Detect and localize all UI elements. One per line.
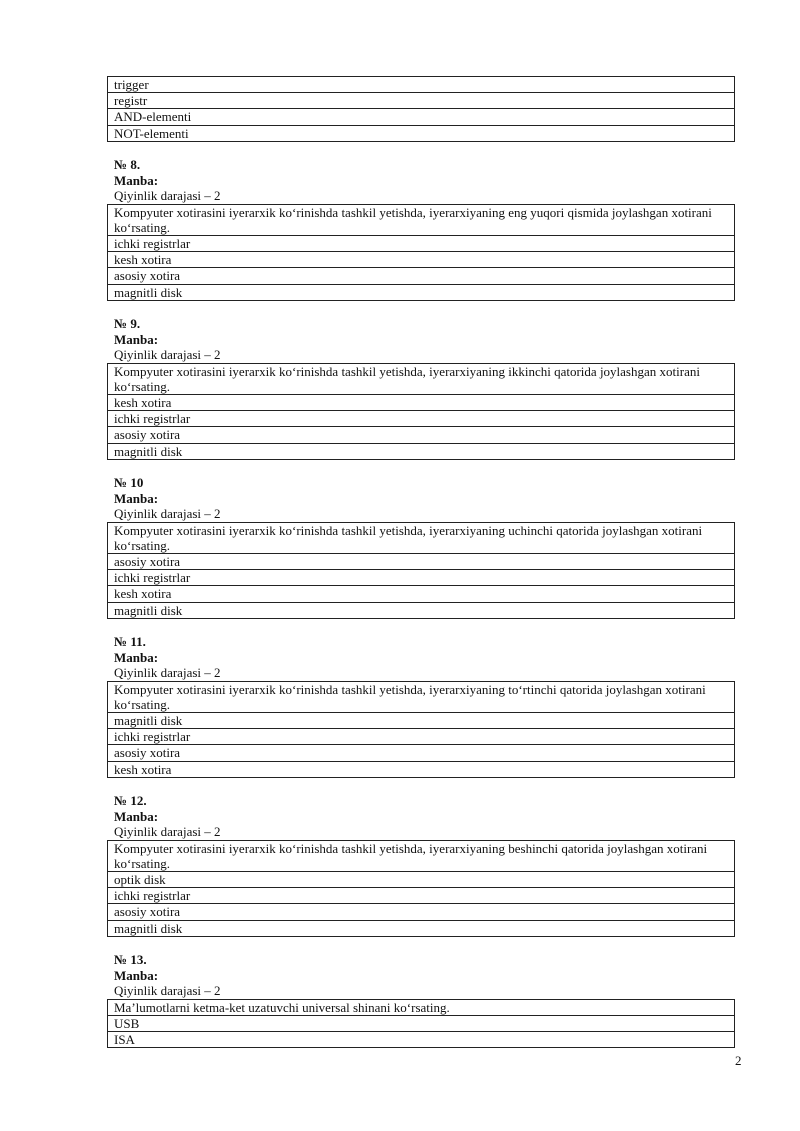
question-text: Kompyuter xotirasini iyerarxik ko‘rinishda tashkil yetishda, iyerarxiyaning ikkinchi qatorida joylashgan xotirani ko‘rsating. <box>108 363 735 394</box>
question-block-8 <box>107 157 735 301</box>
option-cell: asosiy xotira <box>108 553 735 569</box>
option-cell: magnitli disk <box>108 920 735 936</box>
option-cell: magnitli disk <box>108 602 735 618</box>
question-source: Manba: <box>114 649 159 665</box>
question-number: № 12. <box>114 793 147 808</box>
difficulty-level: Qiyinlik darajasi – 2 <box>114 824 221 839</box>
question-source: Manba: <box>114 967 159 983</box>
option-cell: ichki registrlar <box>108 888 735 904</box>
question-text: Kompyuter xotirasini iyerarxik ko‘rinishda tashkil yetishda, iyerarxiyaning beshinchi qatorida joylashgan xotirani ko‘rsating. <box>108 840 735 871</box>
option-cell: kesh xotira <box>108 586 735 602</box>
option-cell: magnitli disk <box>108 443 735 459</box>
option-cell: asosiy xotira <box>108 268 735 284</box>
option-cell: NOT-elementi <box>108 125 735 141</box>
question-text: Kompyuter xotirasini iyerarxik ko‘rinishda tashkil yetishda, iyerarxiyaning to‘rtinchi qatorida joylashgan xotirani ko‘rsating. <box>108 681 735 712</box>
question-table <box>107 363 735 460</box>
question-source: Manba: <box>114 172 159 188</box>
difficulty-level: Qiyinlik darajasi – 2 <box>114 188 221 203</box>
question-table <box>107 840 735 937</box>
question-source: Manba: <box>114 808 159 824</box>
option-cell: asosiy xotira <box>108 904 735 920</box>
option-cell: kesh xotira <box>108 761 735 777</box>
option-cell: USB <box>108 1015 735 1031</box>
option-cell: ichki registrlar <box>108 729 735 745</box>
option-cell: optik disk <box>108 871 735 887</box>
option-cell: trigger <box>108 77 735 93</box>
question-table <box>107 204 735 301</box>
option-cell: ichki registrlar <box>108 235 735 251</box>
options-table <box>107 76 735 142</box>
option-cell: registr <box>108 93 735 109</box>
question-source: Manba: <box>114 331 159 347</box>
option-cell: magnitli disk <box>108 712 735 728</box>
page-number: 2 <box>735 1053 742 1068</box>
difficulty-level: Qiyinlik darajasi – 2 <box>114 983 221 998</box>
option-cell: AND-elementi <box>108 109 735 125</box>
question-number: № 8. <box>114 157 141 172</box>
question-block-12 <box>107 793 735 937</box>
question-number: № 13. <box>114 952 147 967</box>
question-block-13 <box>107 952 735 1048</box>
question-number: № 10 <box>114 475 144 490</box>
question-text: Kompyuter xotirasini iyerarxik ko‘rinishda tashkil yetishda, iyerarxiyaning eng yuqori qismida joylashgan xotirani ko‘rsating. <box>108 204 735 235</box>
option-cell: asosiy xotira <box>108 427 735 443</box>
difficulty-level: Qiyinlik darajasi – 2 <box>114 665 221 680</box>
question-source: Manba: <box>114 490 159 506</box>
question-text: Kompyuter xotirasini iyerarxik ko‘rinishda tashkil yetishda, iyerarxiyaning uchinchi qatorida joylashgan xotirani ko‘rsating. <box>108 522 735 553</box>
option-cell: kesh xotira <box>108 394 735 410</box>
option-cell: ichki registrlar <box>108 570 735 586</box>
question-table <box>107 522 735 619</box>
difficulty-level: Qiyinlik darajasi – 2 <box>114 506 221 521</box>
question-text: Ma’lumotlarni ketma-ket uzatuvchi universal shinani ko‘rsating. <box>108 999 735 1015</box>
previous-question-options <box>107 76 735 142</box>
question-table <box>107 681 735 778</box>
option-cell: kesh xotira <box>108 252 735 268</box>
difficulty-level: Qiyinlik darajasi – 2 <box>114 347 221 362</box>
option-cell: ichki registrlar <box>108 411 735 427</box>
option-cell: ISA <box>108 1031 735 1047</box>
question-block-11 <box>107 634 735 778</box>
question-number: № 9. <box>114 316 141 331</box>
option-cell: magnitli disk <box>108 284 735 300</box>
question-number: № 11. <box>114 634 146 649</box>
question-block-9 <box>107 316 735 460</box>
question-block-10 <box>107 475 735 619</box>
option-cell: asosiy xotira <box>108 745 735 761</box>
question-table <box>107 999 735 1049</box>
